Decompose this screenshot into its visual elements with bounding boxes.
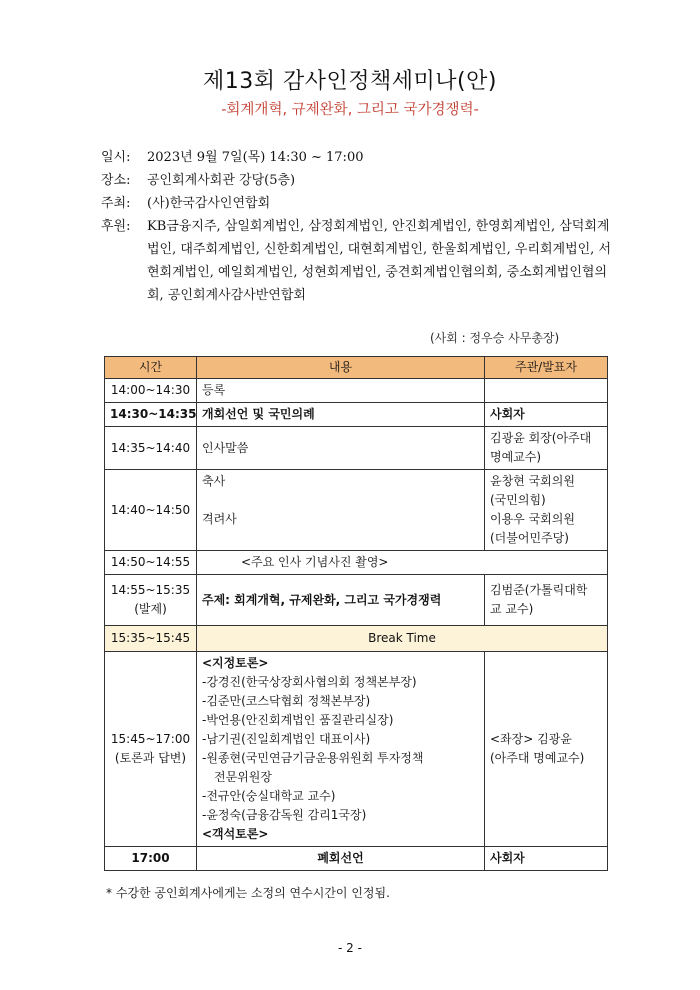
row-content: 폐회선언 — [197, 847, 485, 871]
info-sponsor — [101, 215, 621, 307]
presenter-line: 김범준(가톨릭대학 — [490, 583, 588, 597]
header-content: 내용 — [197, 357, 485, 379]
row-presenter — [485, 427, 608, 470]
panelist: -남기권(진일회계법인 대표이사) — [202, 732, 371, 746]
table-row — [105, 652, 608, 847]
panelist: -원종현(국민연금기금운용위원회 투자정책 — [202, 751, 424, 765]
time-line: 14:55~15:35 — [110, 583, 191, 597]
panelist: -전규안(숭실대학교 교수) — [202, 789, 336, 803]
row-content: 등록 — [197, 379, 485, 403]
panelist: -강경진(한국상장회사협의회 정책본부장) — [202, 675, 417, 689]
row-time — [105, 652, 197, 847]
table-header-row — [105, 357, 608, 379]
table-row — [105, 403, 608, 427]
presenter-line: 김광윤 회장(아주대 — [490, 431, 592, 445]
discussion-heading: <객석토론> — [202, 827, 269, 841]
row-content: 인사말씀 — [197, 427, 485, 470]
presenter-line: (더불어민주당) — [490, 531, 569, 545]
presenter-line: 윤창현 국회의원 — [490, 474, 575, 488]
row-presenter — [485, 470, 608, 551]
time-line: (토론과 답변) — [114, 751, 187, 765]
info-host-value: (사)한국감사인연합회 — [147, 196, 271, 211]
info-sponsor-label: 후원: — [101, 219, 131, 234]
page-title: 제13회 감사인정책세미나(안) — [203, 69, 497, 94]
row-time: 14:00~14:30 — [105, 379, 197, 403]
row-time: 14:30~14:35 — [105, 403, 197, 427]
table-row — [105, 551, 608, 575]
info-date — [101, 146, 621, 169]
time-line: (발제) — [134, 602, 167, 616]
info-place-value: 공인회계사회관 강당(5층) — [147, 173, 296, 188]
content-line: 격려사 — [202, 512, 237, 526]
row-content — [197, 652, 485, 847]
panelist-continued: 전문위원장 — [214, 770, 272, 784]
row-presenter: 사회자 — [485, 403, 608, 427]
table-row — [105, 379, 608, 403]
table-row — [105, 470, 608, 551]
row-time: 14:35~14:40 — [105, 427, 197, 470]
row-content: Break Time — [197, 626, 608, 652]
row-presenter: 사회자 — [485, 847, 608, 871]
header-time: 시간 — [105, 357, 197, 379]
presenter-line: 교 교수) — [490, 602, 534, 616]
event-info — [101, 146, 621, 307]
info-place-label: 장소: — [101, 173, 131, 188]
info-sponsor-value: KB금융지주, 삼일회계법인, 삼정회계법인, 안진회계법인, 한영회계법인, 삼덕회계법인, 대주회계법인, 신한회계법인, 대현회계법인, 한울회계법인, 우리회계법인, 서현회계법인, 예일회계법인, 성현회계법인, 중견회계법인협의회, 중소회계법인협의회, 공인회계사감사반연합회 — [147, 219, 612, 303]
footnote: * 수강한 공인회계사에게는 소정의 연수시간이 인정됨. — [106, 886, 390, 900]
row-content — [197, 470, 485, 551]
row-time — [105, 575, 197, 626]
time-line: 15:45~17:00 — [110, 732, 191, 746]
page-number: - 2 - — [338, 941, 362, 955]
table-row — [105, 575, 608, 626]
presenter-line: (아주대 명예교수) — [490, 751, 585, 765]
page-subtitle: -회계개혁, 규제완화, 그리고 국가경쟁력- — [221, 102, 479, 118]
presenter-line: 명예교수) — [490, 450, 542, 464]
info-date-label: 일시: — [101, 150, 131, 165]
presenter-line: <좌장> 김광윤 — [490, 732, 572, 746]
program-table — [104, 356, 608, 871]
table-row — [105, 847, 608, 871]
row-content: <주요 인사 기념사진 촬영> — [197, 551, 608, 575]
row-presenter — [485, 575, 608, 626]
discussion-heading: <지정토론> — [202, 656, 269, 670]
table-row — [105, 427, 608, 470]
panelist: -박언용(안진회계법인 품질관리실장) — [202, 713, 394, 727]
presenter-line: (국민의힘) — [490, 493, 546, 507]
panelist: -윤정숙(금융감독원 감리1국장) — [202, 808, 367, 822]
row-presenter — [485, 379, 608, 403]
row-time: 14:40~14:50 — [105, 470, 197, 551]
row-content: 주제: 회계개혁, 규제완화, 그리고 국가경쟁력 — [197, 575, 485, 626]
content-line: 축사 — [202, 474, 226, 488]
row-content: 개회선언 및 국민의례 — [197, 403, 485, 427]
row-time: 17:00 — [105, 847, 197, 871]
row-time: 15:35~15:45 — [105, 626, 197, 652]
table-row — [105, 626, 608, 652]
info-date-value: 2023년 9월 7일(목) 14:30 ~ 17:00 — [147, 150, 364, 165]
info-host-label: 주최: — [101, 196, 131, 211]
emcee-note: (사회 : 정우승 사무총장) — [430, 331, 560, 345]
presenter-line: 이용우 국회의원 — [490, 512, 575, 526]
header-presenter: 주관/발표자 — [485, 357, 608, 379]
info-host — [101, 192, 621, 215]
info-place — [101, 169, 621, 192]
row-presenter — [485, 652, 608, 847]
panelist: -김준만(코스닥협회 정책본부장) — [202, 694, 371, 708]
row-time: 14:50~14:55 — [105, 551, 197, 575]
